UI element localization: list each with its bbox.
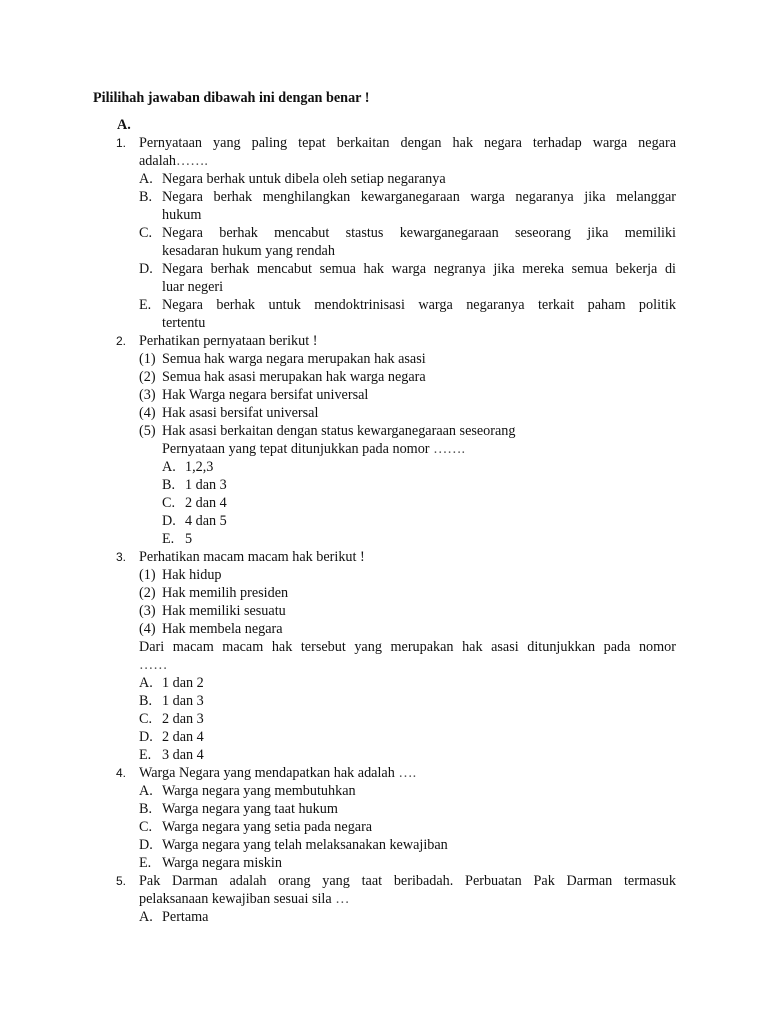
section-label: A. [117, 117, 131, 133]
option-text: 2 dan 4 [185, 495, 227, 511]
option-a[interactable] [139, 170, 676, 188]
option-label: E. [139, 747, 152, 763]
statement-text: Hak asasi berkaitan dengan status kewarganegaraan seseorang [162, 423, 516, 439]
option-label: D. [139, 729, 153, 745]
question-prompt: Dari macam macam hak tersebut yang merupakan hak asasi ditunjukkan pada nomor [139, 639, 676, 655]
statement-text: Hak memiliki sesuatu [162, 603, 286, 619]
option-d[interactable] [139, 836, 676, 854]
option-label: A. [139, 783, 153, 799]
question-number: 3. [116, 550, 127, 564]
question-body [139, 764, 676, 872]
option-e[interactable] [139, 746, 676, 764]
option-b[interactable] [139, 800, 676, 818]
option-b[interactable] [162, 476, 676, 494]
question-5 [116, 872, 676, 926]
option-e[interactable] [162, 530, 676, 548]
question-text-continued [139, 890, 676, 908]
statement-3 [139, 386, 676, 404]
statement-label: (2) [139, 369, 156, 385]
question-1 [116, 134, 676, 332]
option-d[interactable] [162, 512, 676, 530]
option-label: E. [139, 855, 152, 871]
question-text-line: adalah [139, 153, 177, 169]
question-number: 2. [116, 334, 127, 348]
option-label: C. [139, 711, 153, 727]
answer-blank: …… [139, 657, 168, 673]
option-label: A. [139, 675, 153, 691]
question-text-line: pelaksanaan kewajiban sesuai sila [139, 891, 332, 907]
option-text: Warga negara miskin [162, 855, 282, 871]
statement-4 [139, 620, 676, 638]
question-text: Pak Darman adalah orang yang taat beribadah. Perbuatan Pak Darman termasuk [139, 873, 676, 889]
option-label: B. [139, 693, 153, 709]
option-text: Warga negara yang telah melaksanakan kewajiban [162, 837, 448, 853]
option-e[interactable] [139, 296, 676, 332]
statement-5 [139, 422, 676, 440]
option-text: 1 dan 3 [185, 477, 227, 493]
question-text: Pernyataan yang paling tepat berkaitan dengan hak negara terhadap warga negara [139, 135, 676, 151]
question-number: 4. [116, 766, 127, 780]
option-label: C. [139, 225, 153, 241]
option-c[interactable] [139, 818, 676, 836]
question-text-line [139, 764, 676, 782]
question-text: Perhatikan pernyataan berikut ! [139, 333, 318, 349]
option-list [139, 458, 676, 548]
statement-text: Hak asasi bersifat universal [162, 405, 319, 421]
statement-label: (1) [139, 351, 156, 367]
option-label: B. [139, 801, 153, 817]
option-text-continued: luar negeri [162, 279, 224, 295]
option-label: B. [139, 189, 153, 205]
option-label: E. [139, 297, 152, 313]
option-b[interactable] [139, 188, 676, 224]
statement-label: (4) [139, 621, 156, 637]
option-label: A. [139, 171, 153, 187]
statement-text: Semua hak asasi merupakan hak warga negara [162, 369, 426, 385]
statement-text: Hak Warga negara bersifat universal [162, 387, 369, 403]
option-label: D. [139, 261, 153, 277]
option-text: 1 dan 3 [162, 693, 204, 709]
statement-4 [139, 404, 676, 422]
option-c[interactable] [139, 224, 676, 260]
option-text: 3 dan 4 [162, 747, 204, 763]
statement-label: (2) [139, 585, 156, 601]
question-prompt [139, 440, 676, 458]
answer-blank: ……. [176, 153, 208, 169]
option-text: 2 dan 4 [162, 729, 204, 745]
option-text: Pertama [162, 909, 209, 925]
option-text: Negara berhak mencabut stastus kewarganegaraan seseorang jika memiliki [162, 225, 676, 241]
statement-1 [139, 350, 676, 368]
option-a[interactable] [139, 782, 676, 800]
option-e[interactable] [139, 854, 676, 872]
option-a[interactable] [139, 908, 676, 926]
answer-blank: ……. [433, 441, 465, 457]
option-label: A. [139, 909, 153, 925]
option-d[interactable] [139, 260, 676, 296]
option-label: D. [139, 837, 153, 853]
question-2 [116, 332, 676, 548]
question-list [116, 134, 676, 926]
page-heading: Pililihah jawaban dibawah ini dengan benar ! [93, 90, 370, 106]
statement-text: Hak hidup [162, 567, 222, 583]
question-number: 1. [116, 136, 127, 150]
statement-label: (3) [139, 603, 156, 619]
answer-blank: …. [398, 765, 417, 781]
statement-2 [139, 584, 676, 602]
statement-label: (4) [139, 405, 156, 421]
option-c[interactable] [162, 494, 676, 512]
option-d[interactable] [139, 728, 676, 746]
question-body [139, 872, 676, 926]
statement-1 [139, 566, 676, 584]
question-number: 5. [116, 874, 127, 888]
option-text: Negara berhak untuk mendoktrinisasi warga negaranya terkait paham politik [162, 297, 676, 313]
statement-label: (5) [139, 423, 156, 439]
statement-label: (3) [139, 387, 156, 403]
option-text: Warga negara yang setia pada negara [162, 819, 373, 835]
question-text-continued [139, 152, 676, 170]
statement-label: (1) [139, 567, 156, 583]
option-label: D. [162, 513, 176, 529]
option-text: Warga negara yang taat hukum [162, 801, 338, 817]
option-text: 1 dan 2 [162, 675, 204, 691]
option-text: Negara berhak menghilangkan kewarganegaraan warga negaranya jika melanggar [162, 189, 676, 205]
option-label: B. [162, 477, 176, 493]
option-text-continued: kesadaran hukum yang rendah [162, 243, 335, 259]
question-text: Warga Negara yang mendapatkan hak adalah [139, 765, 395, 781]
option-label: E. [162, 531, 175, 547]
option-label: A. [162, 459, 176, 475]
option-text: 5 [185, 531, 193, 547]
statement-text: Hak memilih presiden [162, 585, 289, 601]
question-body [139, 134, 676, 332]
option-c[interactable] [139, 710, 676, 728]
question-body [139, 548, 676, 764]
question-3 [116, 548, 676, 764]
option-text: 2 dan 3 [162, 711, 204, 727]
question-4 [116, 764, 676, 872]
option-text-continued: hukum [162, 207, 202, 223]
option-text-continued: tertentu [162, 315, 206, 331]
option-text: Negara berhak untuk dibela oleh setiap negaranya [162, 171, 446, 187]
statement-text: Semua hak warga negara merupakan hak asasi [162, 351, 426, 367]
statement-3 [139, 602, 676, 620]
option-a[interactable] [139, 674, 676, 692]
option-b[interactable] [139, 692, 676, 710]
prompt-text: Pernyataan yang tepat ditunjukkan pada nomor [162, 441, 430, 457]
statement-text: Hak membela negara [162, 621, 283, 637]
option-label: C. [139, 819, 153, 835]
option-text: Negara berhak mencabut semua hak warga negranya jika mereka semua bekerja di [162, 261, 676, 277]
statement-2 [139, 368, 676, 386]
option-label: C. [162, 495, 176, 511]
option-text: Warga negara yang membutuhkan [162, 783, 356, 799]
option-text: 1,2,3 [185, 459, 214, 475]
answer-blank: … [335, 891, 350, 907]
question-body [139, 332, 676, 548]
option-text: 4 dan 5 [185, 513, 227, 529]
option-a[interactable] [162, 458, 676, 476]
question-text: Perhatikan macam macam hak berikut ! [139, 549, 365, 565]
